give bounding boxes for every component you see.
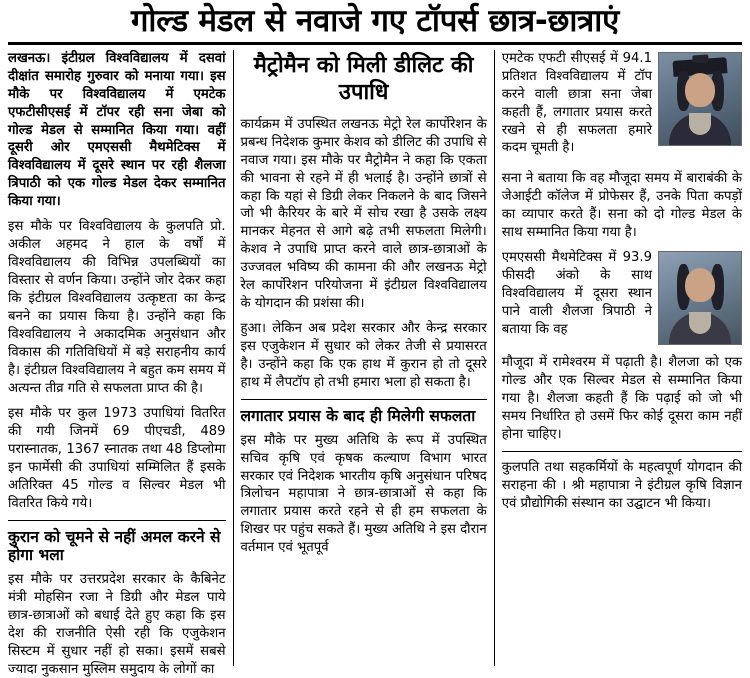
column-center	[234, 50, 495, 666]
face	[685, 268, 715, 302]
paragraph: इस मौके पर मुख्य अतिथि के रूप में उपस्थित सचिव कृषि एवं कृषक कल्याण विभाग भारत सरकार एवं निदेशक भारतीय कृषि अनुसंधान परिषद त्रिलोचन महापात्रा ने छात्र-छात्राओं से कहा कि लगातार प्रयास करते रहने से ही हम सफलता के शिखर पर पहुंच सकते हैं। मुख्य अतिथि ने इस दौरान वर्तमान एवं भूतपूर्व	[240, 432, 487, 556]
student-photo-shailja-tripathi	[658, 251, 742, 345]
paragraph: कार्यक्रम में उपस्थित लखनऊ मेट्रो रेल कार्पोरेशन के प्रबन्ध निदेशक कुमार केशव को डीलिट की उपाधि से नवाज गया। इस मौके पर मैट्रोमैन ने कहा कि एकता की भावना से रहने में ही भलाई है। उन्होंने छात्रों से कहा कि यहां से डिग्री लेकर निकलने के बाद जिसने जो भी कैरियर के बारे में सोच रखा है उसके लक्ष्य मानकर मेहनत से आगे बढ़े तभी सफलता मिलेगी। केशव ने उपाधि प्राप्त करने वाले छात्र-छात्राओं के उज्जवल भविष्य की कामना की और लखनऊ मेट्रो रेल कार्पोरेशन परियोजना में इंटीग्रल विश्वविद्यालय के योगदान की प्रशंसा की।	[240, 116, 487, 312]
page-title: गोल्ड मेडल से नवाजे गए टॉपर्स छात्र-छात्राएं	[130, 3, 620, 39]
student-photo-sana-zeba	[658, 52, 742, 146]
photo-block-top	[502, 50, 742, 165]
torso	[669, 113, 731, 145]
divider	[241, 399, 487, 400]
headline-block	[8, 4, 742, 45]
section-subheading: लगातार प्रयास के बाद ही मिलेगी सफलता	[240, 407, 476, 426]
photo-block-bottom	[502, 249, 742, 348]
paragraph: मौजूदा में रामेश्वरम में पढ़ाती है। शैलजा को एक गोल्ड और एक सिल्वर मेडल से सम्मानित किया गया है। शैलजा कहती हैं कि पढ़ाई को जो भी समय निर्धारित हो उसमें फिर कोई दूसरा काम नहीं होना चाहिए।	[501, 355, 742, 443]
face	[685, 73, 715, 107]
paragraph: एमटेक एफटी सीएसई में 94.1 प्रतिशत विश्वविद्यालय में टॉप करने वाली छात्रा सना जेबा कहती हैं, लगातार प्रयास करते रखने से ही सफलता हमारे कदम चूमती है।	[501, 50, 652, 156]
column-left	[8, 50, 234, 677]
paragraph: लखनऊ। इंटीग्रल विश्वविद्यालय में दसवां दीक्षांत समारोह गुरुवार को मनाया गया। इस मौके पर विश्वविद्यालय में एमटेक एफटीसीएसई में टॉपर रही सना जेबा को गोल्ड मेडल से सम्मानित किया गया। वहीं दूसरी ओर एमएससी मैथमेटिक्स में विश्वविद्यालय में दूसरे स्थान पर रही शैलजा त्रिपाठी को एक गोल्ड मेडल देकर सम्मानित किया गया।	[8, 50, 226, 210]
torso	[669, 312, 731, 344]
paragraph: सना ने बताया कि वह मौजूदा समय में बाराबंकी के जेआईटी कॉलेज में प्रोफेसर हैं, उनके पिता कपड़ों का व्यापार करते हैं। सना को दो गोल्ड मेडल के साथ सम्मानित किया गया है।	[501, 171, 742, 241]
section-subheading: मैट्रोमैन को मिली डीलिट की उपाधि	[253, 52, 474, 106]
section-subheading: कुरान को चूमने से नहीं अमल करने से होगा भला	[8, 527, 221, 565]
paragraph: हुआ। लेकिन अब प्रदेश सरकार और केन्द्र सरकार इस एजुकेशन में सुधार को लेकर तेजी से प्रयासरत है। उन्होंने कहा कि एक हाथ में कुरान हो तो दूसरे हाथ में लैपटॉप हो तभी हमारा भला हो सकता है।	[240, 321, 487, 391]
paragraph: इस मौके पर विश्वविद्यालय के कुलपति प्रो. अकील अहमद ने हाल के वर्षों में विश्वविद्यालय की विभिन्न उपलब्धियों का विस्तार से वर्णन किया। उन्होंने जोर देकर कहा कि इंटीग्रल विश्वविद्यालय उत्कृष्टता का केन्द्र बनने का प्रयास किया है। उन्होंने कहा कि विश्वविद्यालय ने अकादमिक अनुसंधान और विकास की गतिविधियों में बड़े सराहनीय कार्य है। इंटीग्रल विश्वविद्यालय ने बहुत कम समय में अत्यन्त तीव्र गति से सफलता प्राप्त की है।	[8, 219, 226, 396]
article-columns	[8, 50, 742, 677]
divider	[502, 451, 742, 452]
column-right	[495, 50, 742, 666]
divider	[8, 520, 226, 521]
paragraph: इस मौके पर उत्तरप्रदेश सरकार के कैबिनेट मंत्री मोहसिन रजा ने डिग्री और मेडल पाये छात्र-छात्राओं को बधाई देते हुए कहा कि इस देश की राजनीति ऐसी रही कि एजुकेशन सिस्टम में सुधार नहीं हो सका। इसमें सबसे ज्यादा नुकसान मुस्लिम समुदाय के लोगों का	[8, 571, 226, 677]
paragraph: एमएससी मैथमेटिक्स में 93.9 फीसदी अंको के साथ विश्वविद्यालय में दूसरा स्थान पाने वाली शैलजा त्रिपाठी ने बताया कि वह	[501, 250, 652, 338]
paragraph: कुलपति तथा सहकर्मियों के महत्वपूर्ण योगदान की सराहना की । श्री महापात्रा ने इंटीग्रल कृषि विज्ञान एवं प्रौद्योगिकी संस्थान का उद्घाटन भी किया।	[501, 460, 742, 511]
paragraph: इस मौके पर कुल 1973 उपाधियां वितरित की गयी जिनमें 69 पीएचडी, 489 परास्नातक, 1367 स्नातक तथा 48 डिप्लोमा इन फार्मेसी की उपाधियां सम्मिलित हैं इसके अतिरिक्त 45 गोल्ड व सिल्वर मेडल भी वितरित किये गये।	[8, 405, 226, 511]
